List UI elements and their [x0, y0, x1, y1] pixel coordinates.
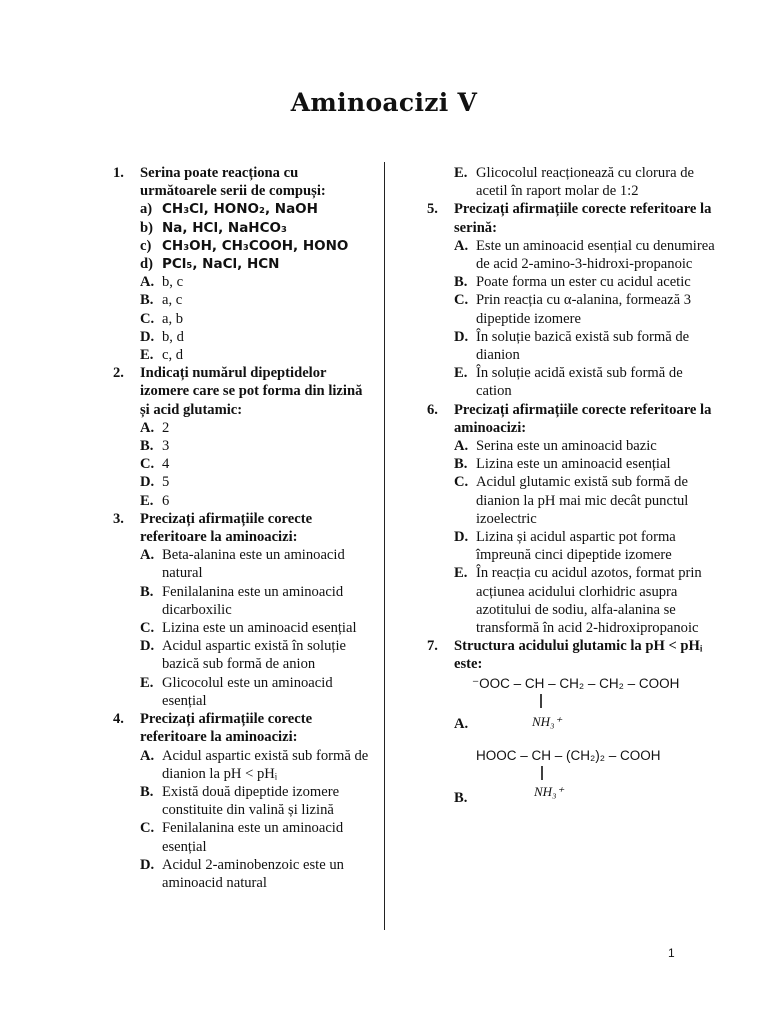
- option-letter: A.: [454, 237, 469, 254]
- answer-option: [113, 273, 371, 291]
- question-5: [427, 200, 717, 236]
- answer-option: [113, 346, 371, 364]
- question-text: Precizați afirmațiile corecte referitoare la aminoacizi:: [140, 711, 313, 746]
- option-text: Lizina este un aminoacid esențial: [162, 620, 357, 637]
- option-text: 4: [162, 456, 170, 473]
- series-text: Na, HCl, NaHCO₃: [162, 219, 287, 236]
- answer-option: [427, 164, 717, 200]
- option-letter: B.: [454, 274, 468, 291]
- option-text: 3: [162, 438, 170, 455]
- option-letter: E.: [454, 565, 468, 582]
- option-text: Poate forma un ester cu acidul acetic: [476, 274, 691, 291]
- structure-b-drawing: [454, 746, 724, 804]
- option-letter: C.: [140, 310, 155, 327]
- question-text: Precizați afirmațiile corecte referitoare la aminoacizi:: [140, 510, 313, 546]
- series-letter: d): [140, 256, 153, 273]
- option-letter: C.: [454, 292, 469, 309]
- question-text: Precizați afirmațiile corecte referitoare la serină:: [454, 201, 712, 236]
- question-7: [427, 637, 717, 673]
- option-letter: C.: [140, 820, 155, 837]
- question-number: 1.: [113, 165, 124, 181]
- option-text: În soluție acidă există sub formă de cation: [476, 365, 683, 400]
- answer-option: [113, 437, 371, 455]
- answer-option: [113, 619, 371, 637]
- question-text: Indicați numărul dipeptidelor izomere care se pot forma din lizină și acid glutamic:: [140, 365, 363, 418]
- question-number: 6.: [427, 401, 438, 418]
- option-text: Serina este un aminoacid bazic: [476, 438, 657, 455]
- answer-option: [113, 291, 371, 309]
- option-letter: A.: [140, 419, 155, 436]
- answer-option: [113, 455, 371, 473]
- option-text: Lizina și acidul aspartic pot forma împreună cinci dipeptide izomere: [476, 529, 676, 564]
- structure-b-substituent: NH₃⁺: [534, 783, 564, 799]
- option-letter: C.: [140, 456, 155, 473]
- option-text: În soluție bazică există sub formă de dianion: [476, 328, 690, 364]
- option-text: Glicocolul este un aminoacid esențial: [162, 674, 333, 709]
- option-text: Beta-alanina este un aminoacid natural: [162, 547, 345, 582]
- answer-option: [113, 747, 371, 783]
- option-letter: A.: [454, 438, 469, 455]
- question-text: Precizați afirmațiile corecte referitoare la aminoacizi:: [454, 401, 712, 436]
- option-letter: B.: [140, 783, 154, 800]
- series-text: CH₃Cl, HONO₂, NaOH: [162, 201, 318, 218]
- option-letter: C.: [140, 620, 155, 637]
- series-item: [113, 219, 371, 237]
- page-title: Aminoacizi V: [290, 88, 478, 117]
- series-text: PCl₅, NaCl, HCN: [162, 256, 280, 273]
- question-2: [113, 364, 371, 419]
- answer-option: [427, 273, 717, 291]
- series-text: CH₃OH, CH₃COOH, HONO: [162, 237, 349, 254]
- question-3: [113, 510, 371, 546]
- option-text: a, b: [162, 310, 184, 327]
- option-letter: E.: [140, 347, 154, 364]
- answer-option: [113, 856, 371, 892]
- answer-option: [113, 783, 371, 819]
- option-letter: D.: [454, 529, 469, 546]
- option-letter: C.: [454, 474, 469, 491]
- option-text: 6: [162, 492, 170, 509]
- option-letter: D.: [140, 638, 155, 655]
- answer-option: [427, 291, 717, 327]
- answer-option: [113, 328, 371, 346]
- option-text: Lizina este un aminoacid esențial: [476, 456, 671, 473]
- answer-option: [427, 364, 717, 400]
- option-text: Acidul glutamic există sub formă de dianion la pH mai mic decât punctul izoelectric: [476, 474, 689, 527]
- option-text: Este un aminoacid esențial cu denumirea de acid 2-amino-3-hidroxi-propanoic: [476, 237, 715, 273]
- option-text: Fenilalanina este un aminoacid esențial: [162, 820, 344, 855]
- question-number: 5.: [427, 201, 438, 218]
- option-letter: E.: [140, 492, 154, 509]
- series-item: [113, 237, 371, 255]
- option-letter: E.: [454, 165, 468, 181]
- answer-option: [113, 637, 371, 673]
- series-letter: c): [140, 237, 152, 254]
- option-text: 2: [162, 419, 170, 436]
- option-letter: E.: [454, 365, 468, 382]
- answer-option: [427, 473, 717, 528]
- option-text: Fenilalanina este un aminoacid dicarboxilic: [162, 583, 344, 618]
- option-letter: D.: [140, 328, 155, 345]
- structure-b-letter: B.: [454, 789, 468, 804]
- option-text: Acidul aspartic există în soluție bazică sub formă de anion: [162, 638, 346, 673]
- option-text: b, c: [162, 274, 184, 291]
- question-4: [113, 710, 371, 746]
- answer-option: [427, 564, 717, 637]
- series-letter: b): [140, 219, 153, 236]
- option-letter: D.: [454, 328, 469, 345]
- question-6: [427, 401, 717, 437]
- option-text: b, d: [162, 328, 184, 345]
- structure-option-b: [454, 746, 717, 804]
- option-letter: B.: [140, 292, 154, 309]
- option-text: Acidul 2-aminobenzoic este un aminoacid natural: [162, 856, 344, 891]
- question-number: 2.: [113, 365, 124, 382]
- option-letter: B.: [140, 583, 154, 600]
- option-letter: E.: [140, 674, 154, 691]
- answer-option: [113, 546, 371, 582]
- option-letter: D.: [140, 856, 155, 873]
- structure-a-drawing: [454, 674, 724, 732]
- answer-option: [113, 310, 371, 328]
- answer-option: [427, 528, 717, 564]
- structure-a-formula: ⁻OOC – CH – CH₂ – CH₂ – COOH: [472, 675, 680, 691]
- option-letter: B.: [140, 438, 154, 455]
- option-text: c, d: [162, 347, 184, 364]
- answer-option: [427, 437, 717, 455]
- option-text: Glicocolul reacționează cu clorura de acetil în raport molar de 1:2: [476, 165, 694, 200]
- column-divider: [384, 162, 385, 930]
- question-number: 4.: [113, 711, 124, 728]
- answer-option: [427, 237, 717, 273]
- answer-option: [113, 419, 371, 437]
- option-text: Există două dipeptide izomere constituite din valină și lizină: [162, 783, 340, 819]
- series-item: [113, 200, 371, 218]
- question-1: [113, 164, 371, 200]
- right-column: [427, 164, 717, 804]
- question-text: Serina poate reacționa cu următoarele serii de compuși:: [140, 165, 326, 200]
- option-letter: B.: [454, 456, 468, 473]
- series-letter: a): [140, 201, 153, 218]
- question-number: 3.: [113, 510, 124, 527]
- option-text: a, c: [162, 292, 183, 309]
- option-letter: A.: [140, 547, 155, 564]
- structure-a-substituent: NH₃⁺: [532, 713, 562, 729]
- answer-option: [113, 492, 371, 510]
- answer-option: [113, 583, 371, 619]
- option-letter: A.: [140, 274, 155, 291]
- option-text: Prin reacția cu α-alanina, formează 3 dipeptide izomere: [476, 292, 692, 327]
- option-letter: D.: [140, 474, 155, 491]
- option-text: Acidul aspartic există sub formă de dianion la pH < pHᵢ: [162, 747, 369, 782]
- structure-b-formula: HOOC – CH – (CH₂)₂ – COOH: [476, 747, 661, 763]
- question-number: 7.: [427, 638, 438, 655]
- structure-option-a: [454, 674, 717, 732]
- answer-option: [113, 819, 371, 855]
- question-text: Structura acidului glutamic la pH < pHᵢ este:: [454, 638, 703, 673]
- series-item: [113, 255, 371, 273]
- answer-option: [427, 455, 717, 473]
- option-letter: A.: [140, 747, 155, 764]
- page-number: 1: [668, 946, 675, 960]
- answer-option: [113, 473, 371, 491]
- option-text: 5: [162, 474, 170, 491]
- left-column: [113, 164, 371, 892]
- option-text: În reacția cu acidul azotos, format prin acțiunea acidului clorhidric asupra azotitului de sodiu, alfa-alanina se transformă în acid 2-hidroxipropanoic: [476, 565, 702, 637]
- structure-a-letter: A.: [454, 715, 469, 732]
- answer-option: [427, 328, 717, 364]
- answer-option: [113, 674, 371, 710]
